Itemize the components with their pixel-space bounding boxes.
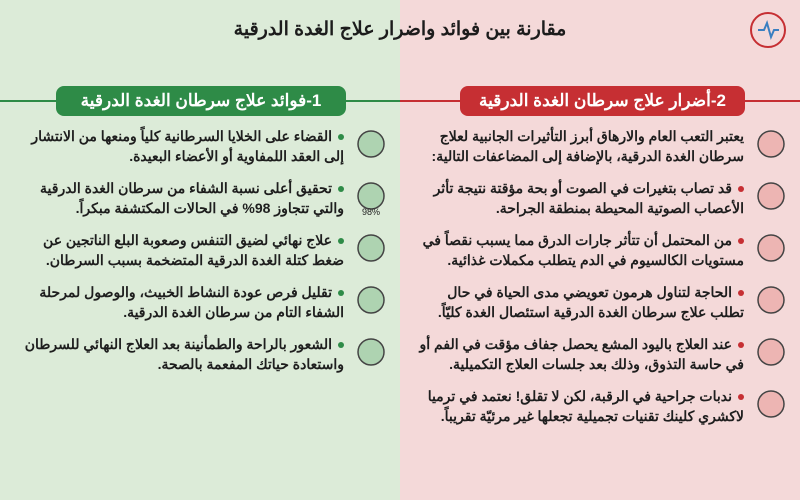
item-text: الشعور بالراحة والطمأنينة بعد العلاج النهائي للسرطان واستعادة حياتك المفعمة بالصحة. [24,336,344,372]
harm-item-row [410,282,790,322]
bullet [338,134,344,140]
harm-item [410,334,744,374]
bullet [338,238,344,244]
harm-item-row [410,178,790,218]
breathing-throat-icon [352,231,390,269]
benefit-item-row [10,230,390,270]
benefit-item-row [10,126,390,166]
harm-item [410,178,744,218]
item-text: علاج نهائي لضيق التنفس وصعوبة البلع الناتجين عن ضغط كتلة الغدة الدرقية المتضخمة بسبب السرطان. [43,232,344,268]
logo-icon [748,10,788,50]
bullet [738,238,744,244]
harms-list [410,126,790,426]
harms-intro-row [410,126,790,166]
item-text: الحاجة لتناول هرمون تعويضي مدى الحياة في حال تطلب علاج سرطان الغدة الدرقية استئصال الغدة كليّاً. [437,284,744,320]
relaxed-person-icon [352,335,390,373]
icon-label: 98% [361,207,381,217]
item-text: تقليل فرص عودة النشاط الخبيث، والوصول لمرحلة الشفاء التام من سرطان الغدة الدرقية. [39,284,344,320]
benefit-item [10,178,344,218]
happy-person-icon [352,283,390,321]
bullet [738,290,744,296]
benefit-item [10,126,344,166]
bullet [738,342,744,348]
harm-item-row [410,230,790,270]
benefit-item [10,282,344,322]
tired-person-icon [752,127,790,165]
harm-item [410,386,744,426]
growth-arrow-icon [352,179,390,217]
item-text: يعتبر التعب العام والارهاق أبرز التأثيرات الجانبية لعلاج سرطان الغدة الدرقية، بالإضافة إلى المضاعفات التالية: [431,128,744,164]
bullet [738,394,744,400]
harm-item [410,282,744,322]
harm-item-row [410,334,790,374]
bullet [738,186,744,192]
item-text: عند العلاج باليود المشع يحصل جفاف مؤقت في الفم أو في حاسة التذوق، وذلك بعد جلسات العلاج التكميلية. [419,336,744,372]
harms-intro [410,126,744,166]
benefit-item-row [10,178,390,218]
benefit-item [10,334,344,374]
bullet [338,290,344,296]
bone-calcium-icon [752,231,790,269]
neck-scar-icon [752,387,790,425]
harms-heading: 2-أضرار علاج سرطان الغدة الدرقية [460,86,745,116]
benefits-heading: 1-فوائد علاج سرطان الغدة الدرقية [56,86,346,116]
benefit-item-row [10,282,390,322]
harm-item-row [410,386,790,426]
item-text: من المحتمل أن تتأثر جارات الدرق مما يسبب نقصاً في مستويات الكالسيوم في الدم يتطلب مكملات غذائية. [422,232,744,268]
item-text: ندبات جراحية في الرقبة، لكن لا تقلق! نعتمد في ترميا لاكشري كلينك تقنيات تجميلية تجعلها غير مرئيّة تقريباً. [427,388,744,424]
harm-item [410,230,744,270]
benefit-item [10,230,344,270]
item-text: تحقيق أعلى نسبة الشفاء من سرطان الغدة الدرقية والتي تتجاوز 98% في الحالات المكتشفة مبكراً. [40,180,344,216]
bullet [338,186,344,192]
page-title: مقارنة بين فوائد واضرار علاج الغدة الدرقية [233,19,567,40]
shield-plus-icon [352,127,390,165]
dry-mouth-icon [752,335,790,373]
item-text: قد تصاب بتغيرات في الصوت أو بحة مؤقتة نتيجة تأثر الأعصاب الصوتية المحيطة بمنطقة الجراحة. [433,180,744,216]
benefits-list [10,126,390,374]
benefit-item-row [10,334,390,374]
hormone-bottle-icon [752,283,790,321]
bullet [338,342,344,348]
item-text: القضاء على الخلايا السرطانية كلياً ومنعها من الانتشار إلى العقد اللمفاوية أو الأعضاء البعيدة. [31,128,344,164]
voice-change-icon [752,179,790,217]
